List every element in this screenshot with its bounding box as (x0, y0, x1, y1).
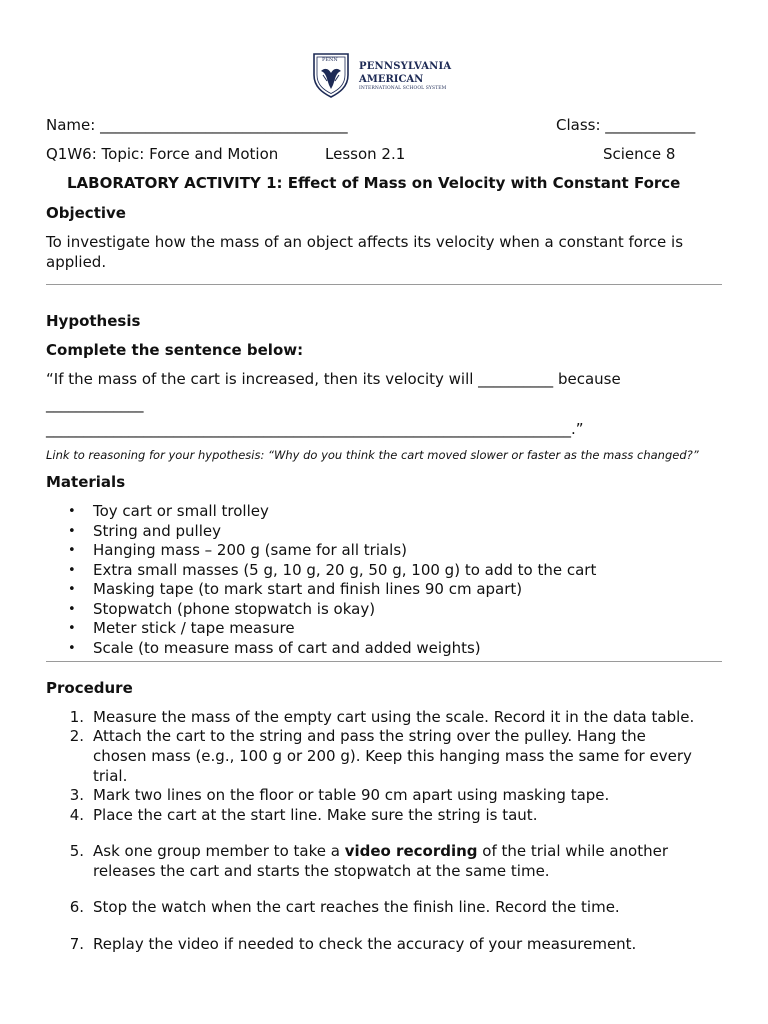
step-number: 5. (69, 842, 84, 860)
activity-title: LABORATORY ACTIVITY 1: Effect of Mass on Velocity with Constant Force (67, 174, 681, 192)
procedure-heading: Procedure (46, 679, 133, 697)
step-text: Attach the cart to the string and pass the string over the pulley. Hang the (93, 727, 646, 745)
step-text: trial. (93, 767, 128, 785)
step-number: 6. (69, 898, 84, 916)
step-text: Stop the watch when the cart reaches the finish line. Record the time. (93, 898, 620, 916)
school-logo (311, 51, 461, 99)
list-item: • Extra small masses (5 g, 10 g, 20 g, 50 g, 100 g) to add to the cart (46, 561, 596, 581)
list-item: • Hanging mass – 200 g (same for all trials) (46, 541, 596, 561)
logo-line1: PENNSYLVANIA (359, 61, 452, 72)
section-divider (46, 284, 722, 285)
materials-list (46, 502, 596, 658)
step-number: 2. (69, 727, 84, 745)
step-text: Place the cart at the start line. Make sure the string is taut. (93, 806, 538, 824)
list-item: • Masking tape (to mark start and finish lines 90 cm apart) (46, 580, 596, 600)
list-item: • Toy cart or small trolley (46, 502, 596, 522)
materials-heading: Materials (46, 473, 126, 491)
hypothesis-heading: Hypothesis (46, 312, 141, 330)
step-text: releases the cart and starts the stopwatch at the same time. (93, 862, 550, 880)
step-text (93, 842, 668, 862)
lesson-label: Lesson 2.1 (325, 145, 406, 163)
objective-text-line1: To investigate how the mass of an object affects its velocity when a constant force is (46, 233, 684, 251)
step-text-bold: video recording (344, 842, 478, 860)
hypothesis-line1[interactable]: “If the mass of the cart is increased, then its velocity will __________ because (46, 370, 621, 388)
objective-heading: Objective (46, 204, 126, 222)
step-text: Measure the mass of the empty cart using the scale. Record it in the data table. (93, 708, 695, 726)
class-field[interactable]: Class: ____________ (556, 116, 696, 134)
hypothesis-line3[interactable]: ______________________________________________________________________.” (46, 420, 584, 438)
step-text-pre: Ask one group member to take a (93, 842, 345, 860)
step-number: 7. (69, 935, 84, 953)
step-text-post: of the trial while another (477, 842, 669, 860)
step-number: 4. (69, 806, 84, 824)
logo-line3: INTERNATIONAL SCHOOL SYSTEM (359, 86, 447, 91)
step-number: 3. (69, 786, 84, 804)
hypothesis-subheading: Complete the sentence below: (46, 341, 304, 359)
list-item: • String and pulley (46, 522, 596, 542)
objective-text-line2: applied. (46, 253, 107, 271)
step-text: Mark two lines on the floor or table 90 cm apart using masking tape. (93, 786, 610, 804)
step-text: chosen mass (e.g., 100 g or 200 g). Keep this hanging mass the same for every (93, 747, 692, 765)
list-item: • Stopwatch (phone stopwatch is okay) (46, 600, 596, 620)
hypothesis-link-note: Link to reasoning for your hypothesis: “Why do you think the cart moved slower or faster as the mass changed?” (46, 448, 699, 462)
hypothesis-line2[interactable]: _____________ (46, 395, 144, 413)
logo-shield-text: PENN (322, 57, 338, 63)
step-text: Replay the video if needed to check the accuracy of your measurement. (93, 935, 637, 953)
section-divider (46, 661, 722, 662)
step-number: 1. (69, 708, 84, 726)
list-item: • Scale (to measure mass of cart and added weights) (46, 639, 596, 659)
list-item: • Meter stick / tape measure (46, 619, 596, 639)
logo-line2: AMERICAN (359, 74, 424, 85)
quarter-topic: Q1W6: Topic: Force and Motion (46, 145, 279, 163)
name-field[interactable]: Name: _________________________________ (46, 116, 348, 134)
subject-label: Science 8 (603, 145, 676, 163)
